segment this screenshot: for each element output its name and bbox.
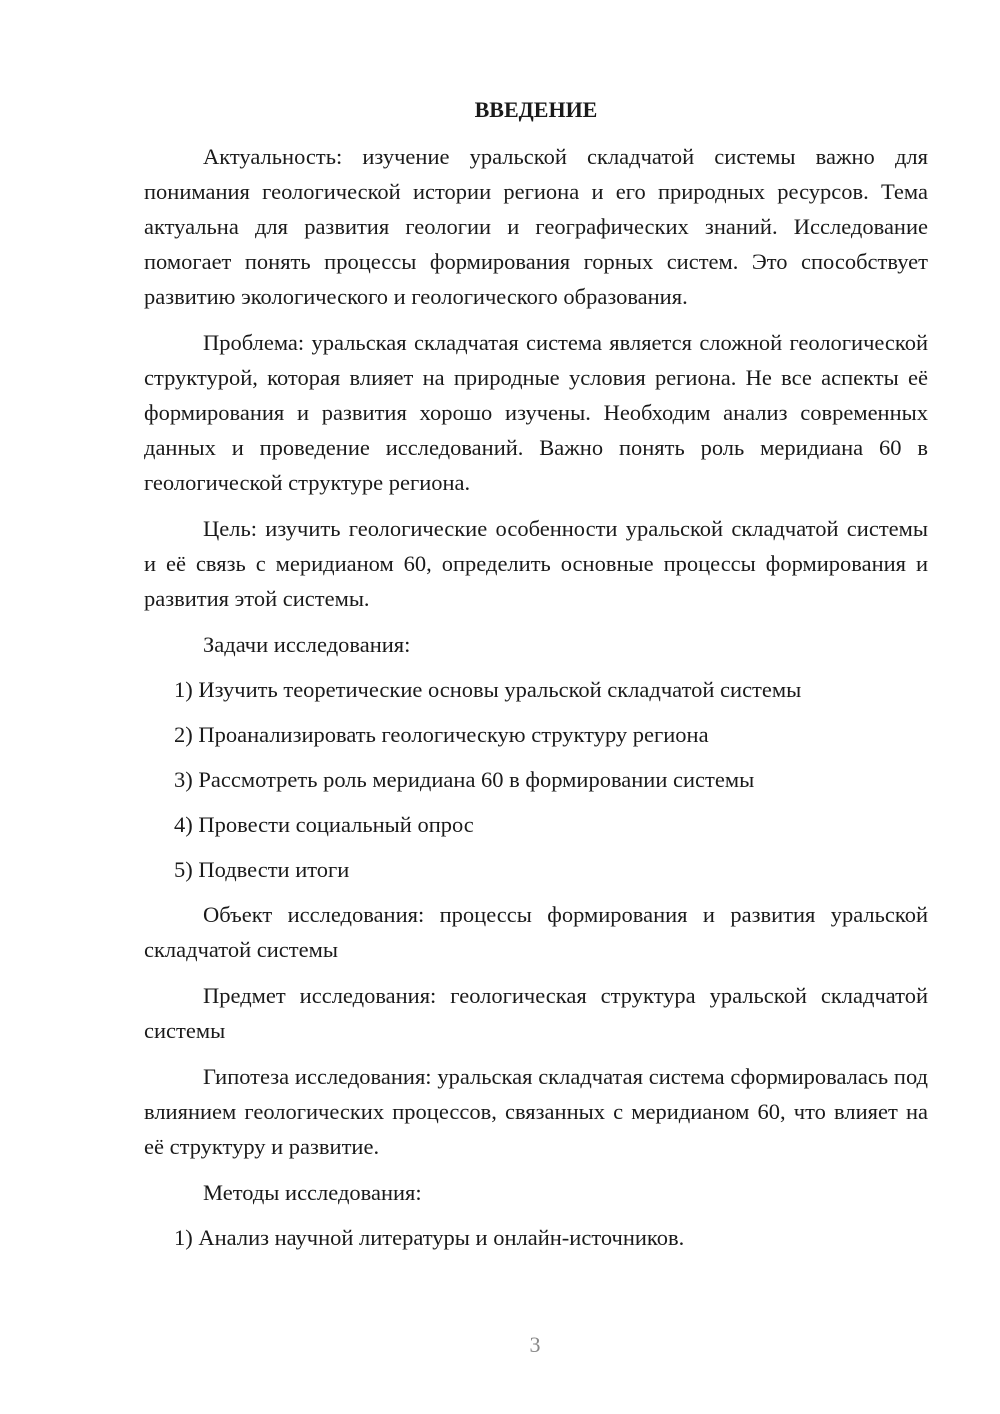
- method-item: 1) Анализ научной литературы и онлайн-источников.: [174, 1225, 685, 1250]
- task-item: 4) Провести социальный опрос: [174, 812, 474, 837]
- task-item: 1) Изучить теоретические основы уральской складчатой системы: [174, 677, 802, 702]
- task-item: 2) Проанализировать геологическую структуру региона: [174, 722, 709, 747]
- methods-heading: Методы исследования:: [203, 1180, 422, 1205]
- page-title: ВВЕДЕНИЕ: [474, 97, 598, 122]
- relevance-paragraph: Актуальность: изучение уральской складчатой системы важно для понимания геологической истории региона и его природных ресурсов. Тема актуальна для развития геологии и географических знаний. Исследование помогает понять процессы формирования горных систем. Это способствует развитию экологического и геологического образования.: [144, 144, 928, 309]
- task-item: 3) Рассмотреть роль меридиана 60 в формировании системы: [174, 767, 755, 792]
- goal-paragraph: Цель: изучить геологические особенности уральской складчатой системы и её связь с меридианом 60, определить основные процессы формирования и развития этой системы.: [144, 516, 928, 611]
- problem-paragraph: Проблема: уральская складчатая система является сложной геологической структурой, которая влияет на природные условия региона. Не все аспекты её формирования и развития хорошо изучены. Необходим анализ современных данных и проведение исследований. Важно понять роль меридиана 60 в геологической структуре региона.: [144, 330, 928, 495]
- page-number: 3: [529, 1332, 541, 1357]
- task-item: 5) Подвести итоги: [174, 857, 350, 882]
- tasks-heading: Задачи исследования:: [203, 632, 411, 657]
- hypothesis-paragraph: Гипотеза исследования: уральская складчатая система сформировалась под влиянием геологических процессов, связанных с меридианом 60, что влияет на её структуру и развитие.: [144, 1064, 928, 1159]
- document-page: [144, 92, 928, 1265]
- subject-paragraph: Предмет исследования: геологическая структура уральской складчатой системы: [144, 983, 928, 1043]
- object-paragraph: Объект исследования: процессы формирования и развития уральской складчатой системы: [144, 902, 928, 962]
